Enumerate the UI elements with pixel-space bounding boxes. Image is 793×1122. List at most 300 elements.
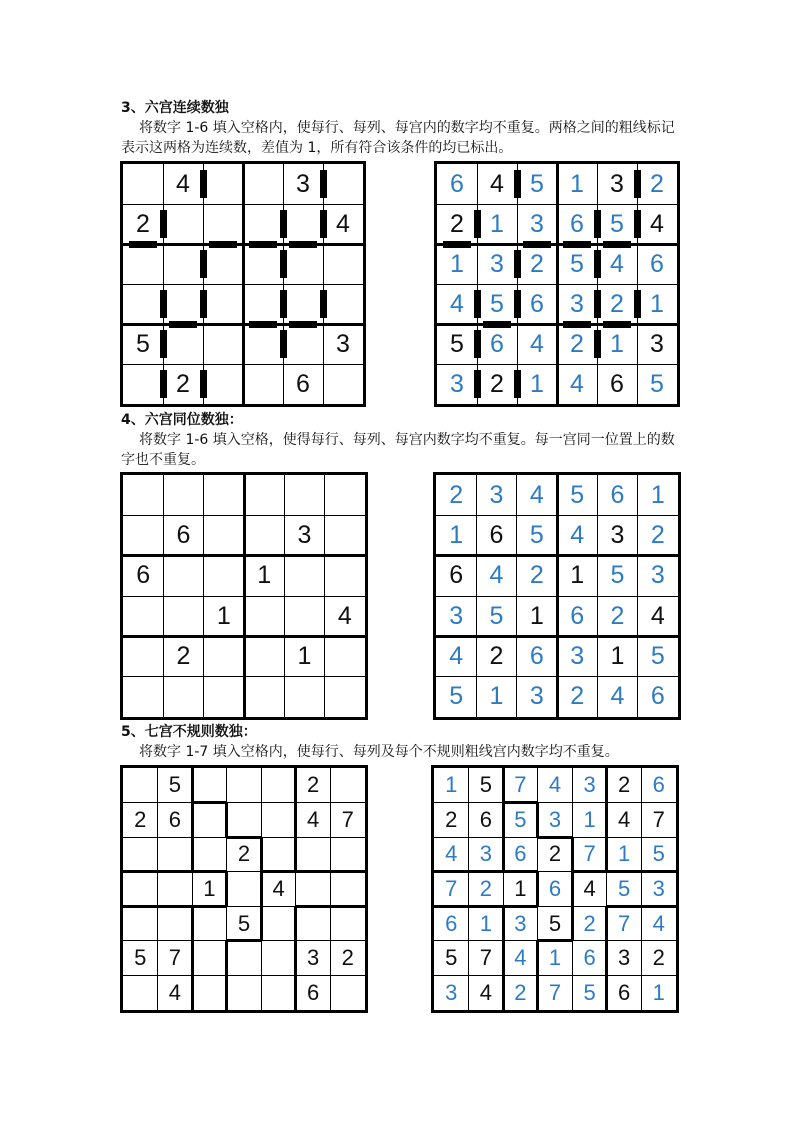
grid-cell[interactable]: 4 [529, 480, 544, 509]
grid-cell[interactable]: 7 [479, 945, 492, 971]
grid-cell[interactable]: 2 [134, 806, 147, 832]
grid-cell[interactable]: 5 [450, 329, 464, 358]
region-border [502, 803, 505, 838]
grid-cell[interactable]: 5 [529, 520, 544, 549]
region-border [605, 906, 608, 941]
grid-cell[interactable]: 7 [514, 772, 527, 798]
grid-cell[interactable]: 7 [652, 806, 665, 832]
grid-cell[interactable]: 3 [610, 520, 625, 549]
grid-cell[interactable]: 2 [449, 480, 464, 509]
grid-cell[interactable]: 6 [176, 520, 191, 549]
consecutive-marker [289, 241, 317, 248]
grid-cell[interactable]: 1 [449, 520, 464, 549]
grid-cell[interactable]: 5 [530, 169, 544, 198]
grid-cell[interactable]: 1 [529, 601, 544, 630]
grid-cell[interactable]: 3 [449, 601, 464, 630]
grid-cell[interactable]: 2 [341, 945, 354, 971]
grid-cell[interactable] [261, 941, 296, 976]
grid-cell[interactable] [261, 768, 296, 803]
grid-cell[interactable]: 4 [650, 601, 665, 630]
grid-cell[interactable] [203, 284, 243, 324]
grid-cell[interactable]: 1 [570, 561, 585, 590]
grid-cell[interactable]: 4 [307, 806, 320, 832]
grid-cell[interactable] [123, 906, 158, 941]
region-border [536, 872, 539, 907]
grid-cell[interactable]: 4 [449, 641, 464, 670]
grid-cell[interactable]: 5 [489, 601, 504, 630]
grid-cell[interactable] [330, 906, 365, 941]
grid-cell[interactable] [323, 284, 363, 324]
grid-cell[interactable] [123, 475, 163, 515]
grid-cell[interactable]: 2 [650, 169, 664, 198]
grid-cell[interactable]: 3 [490, 249, 504, 278]
grid-cell[interactable]: 5 [650, 641, 665, 670]
region-border [502, 975, 505, 1010]
grid-cell[interactable]: 4 [450, 289, 464, 318]
consecutive-marker [320, 210, 327, 238]
grid-cell[interactable]: 6 [450, 169, 464, 198]
region-border [191, 837, 194, 872]
grid-cell[interactable]: 3 [445, 979, 458, 1005]
grid-cell[interactable]: 6 [610, 480, 625, 509]
grid-cell[interactable] [123, 677, 163, 717]
cell-divider [641, 975, 642, 1010]
grid-cell[interactable] [261, 906, 296, 941]
grid-cell[interactable]: 2 [650, 520, 665, 549]
grid-cell[interactable]: 4 [336, 209, 350, 238]
grid-cell[interactable]: 5 [445, 945, 458, 971]
grid-cell[interactable] [204, 515, 244, 555]
grid-cell[interactable]: 1 [514, 875, 527, 901]
grid-cell[interactable]: 6 [490, 329, 504, 358]
grid-cell[interactable]: 6 [168, 806, 181, 832]
cell-divider [597, 164, 598, 404]
grid-cell[interactable]: 1 [445, 772, 458, 798]
region-border [123, 905, 158, 908]
region-border [225, 975, 228, 1010]
grid-cell[interactable]: 4 [530, 329, 544, 358]
consecutive-marker [634, 290, 641, 318]
grid-cell[interactable]: 5 [548, 910, 562, 936]
grid-cell[interactable]: 2 [530, 249, 544, 278]
grid-cell[interactable] [283, 284, 323, 324]
cell-divider [227, 906, 262, 907]
grid-cell[interactable] [325, 515, 365, 555]
grid-cell[interactable]: 6 [136, 561, 151, 590]
grid-cell[interactable]: 3 [297, 520, 312, 549]
grid-cell[interactable]: 4 [272, 875, 285, 901]
grid-cell[interactable] [244, 677, 284, 717]
grid-cell[interactable]: 6 [610, 369, 624, 398]
grid-cell[interactable] [203, 164, 243, 204]
region-border [503, 905, 538, 908]
grid-cell[interactable] [163, 204, 203, 244]
grid-cell[interactable] [243, 284, 283, 324]
grid-cell[interactable] [284, 556, 324, 596]
grid-cell[interactable] [323, 364, 363, 404]
cell-divider [330, 768, 331, 803]
grid-cell[interactable]: 4 [610, 682, 625, 711]
grid-cell[interactable]: 1 [257, 561, 272, 590]
grid-cell[interactable] [203, 324, 243, 364]
grid-cell[interactable]: 1 [650, 289, 664, 318]
grid-cell[interactable]: 2 [610, 601, 625, 630]
region-border [605, 941, 608, 976]
grid-cell[interactable]: 5 [479, 772, 492, 798]
cell-divider [157, 941, 158, 976]
grid-cell[interactable]: 2 [479, 875, 492, 901]
grid-cell[interactable]: 5 [449, 682, 464, 711]
grid-cell[interactable] [283, 204, 323, 244]
grid-cell[interactable]: 2 [529, 561, 544, 590]
grid-cell[interactable]: 1 [610, 329, 624, 358]
grid-cell[interactable] [204, 636, 244, 676]
grid-cell[interactable]: 5 [650, 369, 664, 398]
grid-cell[interactable] [123, 872, 158, 907]
grid-cell[interactable]: 6 [650, 682, 665, 711]
grid-cell[interactable] [244, 596, 284, 636]
grid-cell[interactable] [192, 975, 227, 1010]
grid-cell[interactable]: 5 [237, 910, 251, 936]
grid-cell[interactable] [244, 636, 284, 676]
grid-cell[interactable]: 3 [618, 945, 631, 971]
grid-cell[interactable]: 4 [570, 520, 585, 549]
cell-divider [641, 803, 642, 838]
grid-cell[interactable] [325, 636, 365, 676]
grid-cell[interactable]: 1 [490, 209, 504, 238]
grid-cell[interactable]: 1 [548, 945, 562, 971]
grid-cell[interactable]: 5 [136, 329, 150, 358]
grid-cell[interactable]: 3 [450, 369, 464, 398]
grid-cell[interactable] [261, 803, 296, 838]
grid-cell[interactable] [123, 636, 163, 676]
grid-cell[interactable]: 7 [341, 806, 354, 832]
grid-cell[interactable] [203, 244, 243, 284]
grid-cell[interactable] [192, 837, 227, 872]
consecutive-marker [483, 321, 511, 328]
grid-cell[interactable]: 7 [618, 910, 631, 936]
grid-cell[interactable] [284, 596, 324, 636]
grid-cell[interactable] [243, 164, 283, 204]
grid-cell[interactable]: 6 [650, 249, 664, 278]
grid-cell[interactable]: 3 [530, 209, 544, 238]
grid-cell[interactable] [243, 324, 283, 364]
cell-divider [641, 802, 676, 803]
cell-divider [637, 164, 638, 404]
cell-divider [607, 802, 642, 803]
consecutive-marker [443, 241, 471, 248]
consecutive-marker [129, 241, 157, 248]
consecutive-marker [563, 241, 591, 248]
cell-divider [296, 837, 331, 838]
cell-divider [469, 837, 504, 838]
grid-cell[interactable]: 2 [652, 945, 665, 971]
grid-cell[interactable]: 2 [176, 369, 190, 398]
grid-cell[interactable] [163, 324, 203, 364]
grid-cell[interactable] [296, 837, 331, 872]
grid-cell[interactable] [227, 975, 262, 1010]
grid-cell[interactable] [283, 324, 323, 364]
section-4-title: 4、六宫同位数独： [121, 412, 243, 428]
grid-cell[interactable]: 5 [168, 772, 181, 798]
grid-cell[interactable] [163, 596, 203, 636]
grid-cell[interactable]: 2 [307, 772, 320, 798]
grid-cell[interactable]: 6 [489, 520, 504, 549]
grid-cell[interactable]: 2 [548, 841, 562, 867]
grid-cell[interactable] [227, 941, 262, 976]
grid-cell[interactable] [244, 475, 284, 515]
grid-cell[interactable]: 5 [618, 875, 631, 901]
grid-cell[interactable]: 1 [450, 249, 464, 278]
grid-cell[interactable]: 3 [610, 169, 624, 198]
grid-cell[interactable]: 1 [583, 806, 596, 832]
cell-divider [330, 802, 365, 803]
grid-cell[interactable]: 7 [445, 875, 458, 901]
grid-cell[interactable] [296, 872, 331, 907]
grid-cell[interactable]: 6 [530, 289, 544, 318]
grid-cell[interactable] [284, 677, 324, 717]
grid-cell[interactable]: 1 [489, 682, 504, 711]
region-border [192, 870, 227, 873]
grid-cell[interactable]: 7 [548, 979, 562, 1005]
grid-cell[interactable]: 4 [610, 249, 624, 278]
grid-cell[interactable] [330, 975, 365, 1010]
grid-cell[interactable]: 1 [216, 601, 231, 630]
grid-cell[interactable] [261, 837, 296, 872]
grid-cell[interactable] [203, 364, 243, 404]
grid-cell[interactable]: 6 [514, 841, 527, 867]
grid-cell[interactable]: 4 [650, 209, 664, 238]
grid-cell[interactable] [123, 515, 163, 555]
grid-cell[interactable]: 4 [652, 910, 665, 936]
grid-cell[interactable]: 1 [650, 480, 665, 509]
grid-cell[interactable]: 3 [529, 682, 544, 711]
grid-cell[interactable]: 1 [618, 841, 631, 867]
grid-cell[interactable] [123, 244, 163, 284]
grid-cell[interactable]: 2 [490, 369, 504, 398]
grid-cell[interactable]: 4 [618, 806, 631, 832]
grid-cell[interactable]: 6 [529, 641, 544, 670]
grid-cell[interactable]: 5 [610, 209, 624, 238]
grid-cell[interactable]: 3 [514, 910, 527, 936]
grid-cell[interactable] [123, 768, 158, 803]
grid-cell[interactable]: 1 [610, 641, 625, 670]
cell-divider [537, 768, 538, 803]
grid-cell[interactable] [158, 906, 193, 941]
region-border [296, 905, 331, 908]
grid-cell[interactable] [123, 837, 158, 872]
grid-cell[interactable]: 4 [583, 875, 596, 901]
grid-cell[interactable]: 3 [296, 169, 310, 198]
grid-cell[interactable] [283, 244, 323, 284]
grid-cell[interactable]: 4 [168, 979, 181, 1005]
grid-cell[interactable] [163, 284, 203, 324]
grid-cell[interactable]: 2 [176, 641, 191, 670]
region-border [503, 801, 538, 804]
grid-cell[interactable]: 1 [570, 169, 584, 198]
cell-divider [606, 872, 607, 907]
grid-cell[interactable]: 2 [570, 682, 585, 711]
grid-cell[interactable] [330, 768, 365, 803]
region-border [571, 872, 574, 907]
cell-divider [158, 975, 193, 976]
region-border [191, 803, 194, 838]
cell-divider [437, 364, 677, 365]
grid-cell[interactable]: 4 [548, 772, 562, 798]
cell-divider [157, 872, 158, 907]
cell-divider [537, 906, 538, 941]
grid-cell[interactable]: 2 [618, 772, 631, 798]
grid-cell[interactable]: 5 [514, 806, 527, 832]
grid-cell[interactable]: 3 [650, 329, 664, 358]
grid-cell[interactable]: 6 [570, 601, 585, 630]
grid-cell[interactable]: 6 [548, 875, 562, 901]
grid-cell[interactable] [123, 284, 163, 324]
grid-cell[interactable] [204, 677, 244, 717]
grid-cell[interactable]: 4 [445, 841, 458, 867]
grid-cell[interactable] [243, 204, 283, 244]
grid-cell[interactable]: 5 [583, 979, 596, 1005]
grid-cell[interactable]: 3 [479, 841, 492, 867]
grid-cell[interactable] [296, 906, 331, 941]
grid-cell[interactable]: 2 [583, 910, 596, 936]
grid-cell[interactable] [204, 475, 244, 515]
cell-divider [503, 940, 538, 941]
grid-cell[interactable]: 3 [652, 875, 665, 901]
grid-cell[interactable]: 6 [652, 772, 665, 798]
grid-cell[interactable]: 6 [296, 369, 310, 398]
grid-cell[interactable] [325, 475, 365, 515]
grid-cell[interactable]: 4 [490, 169, 504, 198]
grid-cell[interactable] [261, 975, 296, 1010]
grid-cell[interactable] [123, 975, 158, 1010]
grid-cell[interactable] [325, 677, 365, 717]
grid-cell[interactable]: 2 [237, 841, 251, 867]
grid-cell[interactable] [123, 596, 163, 636]
cell-divider [641, 837, 676, 838]
region-border [571, 906, 574, 941]
grid-cell[interactable]: 1 [203, 875, 216, 901]
grid-cell[interactable] [158, 837, 193, 872]
grid-cell[interactable] [192, 906, 227, 941]
grid-cell[interactable]: 3 [650, 561, 665, 590]
grid-cell[interactable]: 4 [489, 561, 504, 590]
grid-cell[interactable]: 1 [652, 979, 665, 1005]
grid-cell[interactable]: 3 [583, 772, 596, 798]
grid-cell[interactable] [284, 475, 324, 515]
grid-cell[interactable]: 3 [307, 945, 320, 971]
region-border [571, 837, 574, 872]
grid-cell[interactable]: 4 [479, 979, 492, 1005]
grid-cell[interactable] [325, 556, 365, 596]
cell-divider [468, 768, 469, 803]
grid-cell[interactable] [192, 803, 227, 838]
cell-divider [597, 475, 598, 717]
grid-cell[interactable]: 2 [570, 329, 584, 358]
grid-cell[interactable] [323, 244, 363, 284]
grid-cell[interactable] [227, 768, 262, 803]
grid-cell[interactable]: 3 [570, 289, 584, 318]
grid-cell[interactable]: 3 [548, 806, 562, 832]
grid-cell[interactable]: 1 [479, 910, 492, 936]
grid-cell[interactable] [243, 244, 283, 284]
grid-cell[interactable]: 2 [136, 209, 150, 238]
cell-divider [123, 364, 363, 365]
grid-cell[interactable]: 6 [570, 209, 584, 238]
grid-cell[interactable]: 5 [570, 249, 584, 278]
grid-cell[interactable]: 4 [570, 369, 584, 398]
grid-cell[interactable]: 3 [570, 641, 585, 670]
grid-cell[interactable]: 3 [336, 329, 350, 358]
grid-cell[interactable]: 7 [168, 945, 181, 971]
grid-cell[interactable]: 6 [449, 561, 464, 590]
grid-cell[interactable] [192, 941, 227, 976]
grid-cell[interactable]: 6 [307, 979, 320, 1005]
grid-cell[interactable] [123, 364, 163, 404]
cell-divider [434, 837, 469, 838]
grid-cell[interactable] [203, 204, 243, 244]
grid-cell[interactable] [163, 556, 203, 596]
grid-cell[interactable] [243, 364, 283, 404]
grid-cell[interactable]: 6 [479, 806, 492, 832]
grid-cell[interactable]: 4 [337, 601, 352, 630]
grid-cell[interactable] [330, 872, 365, 907]
box-border [437, 323, 677, 326]
grid-cell[interactable]: 3 [489, 480, 504, 509]
grid-cell[interactable]: 5 [570, 480, 585, 509]
grid-cell[interactable] [227, 872, 262, 907]
grid-cell[interactable]: 6 [445, 910, 458, 936]
grid-cell[interactable] [163, 244, 203, 284]
consecutive-marker [200, 290, 207, 318]
region-border [502, 837, 505, 872]
grid-cell[interactable]: 2 [450, 209, 464, 238]
grid-cell[interactable]: 2 [610, 289, 624, 318]
grid-cell[interactable]: 1 [530, 369, 544, 398]
grid-cell[interactable]: 5 [610, 561, 625, 590]
cell-divider [261, 975, 262, 1010]
cell-divider [261, 837, 296, 838]
grid-cell[interactable] [163, 475, 203, 515]
cell-divider [572, 940, 607, 941]
grid-cell[interactable]: 2 [445, 806, 458, 832]
grid-cell[interactable]: 2 [489, 641, 504, 670]
grid-cell[interactable] [227, 803, 262, 838]
region-border [294, 975, 297, 1010]
grid-cell[interactable]: 1 [297, 641, 312, 670]
grid-cell[interactable] [204, 556, 244, 596]
grid-cell[interactable] [158, 872, 193, 907]
grid-cell[interactable]: 5 [652, 841, 665, 867]
grid-cell[interactable]: 6 [618, 979, 631, 1005]
grid-cell[interactable] [330, 837, 365, 872]
grid-cell[interactable] [163, 677, 203, 717]
grid-cell[interactable]: 5 [490, 289, 504, 318]
grid-cell[interactable]: 4 [176, 169, 190, 198]
grid-cell[interactable] [123, 164, 163, 204]
cell-divider [607, 940, 642, 941]
grid-cell[interactable] [192, 768, 227, 803]
grid-cell[interactable]: 2 [514, 979, 527, 1005]
grid-cell[interactable]: 7 [583, 841, 596, 867]
grid-cell[interactable] [244, 515, 284, 555]
grid-cell[interactable]: 4 [514, 945, 527, 971]
cell-divider [469, 975, 504, 976]
grid-cell[interactable] [323, 164, 363, 204]
grid-cell[interactable]: 6 [583, 945, 596, 971]
grid-cell[interactable]: 5 [134, 945, 147, 971]
cell-divider [192, 975, 227, 976]
